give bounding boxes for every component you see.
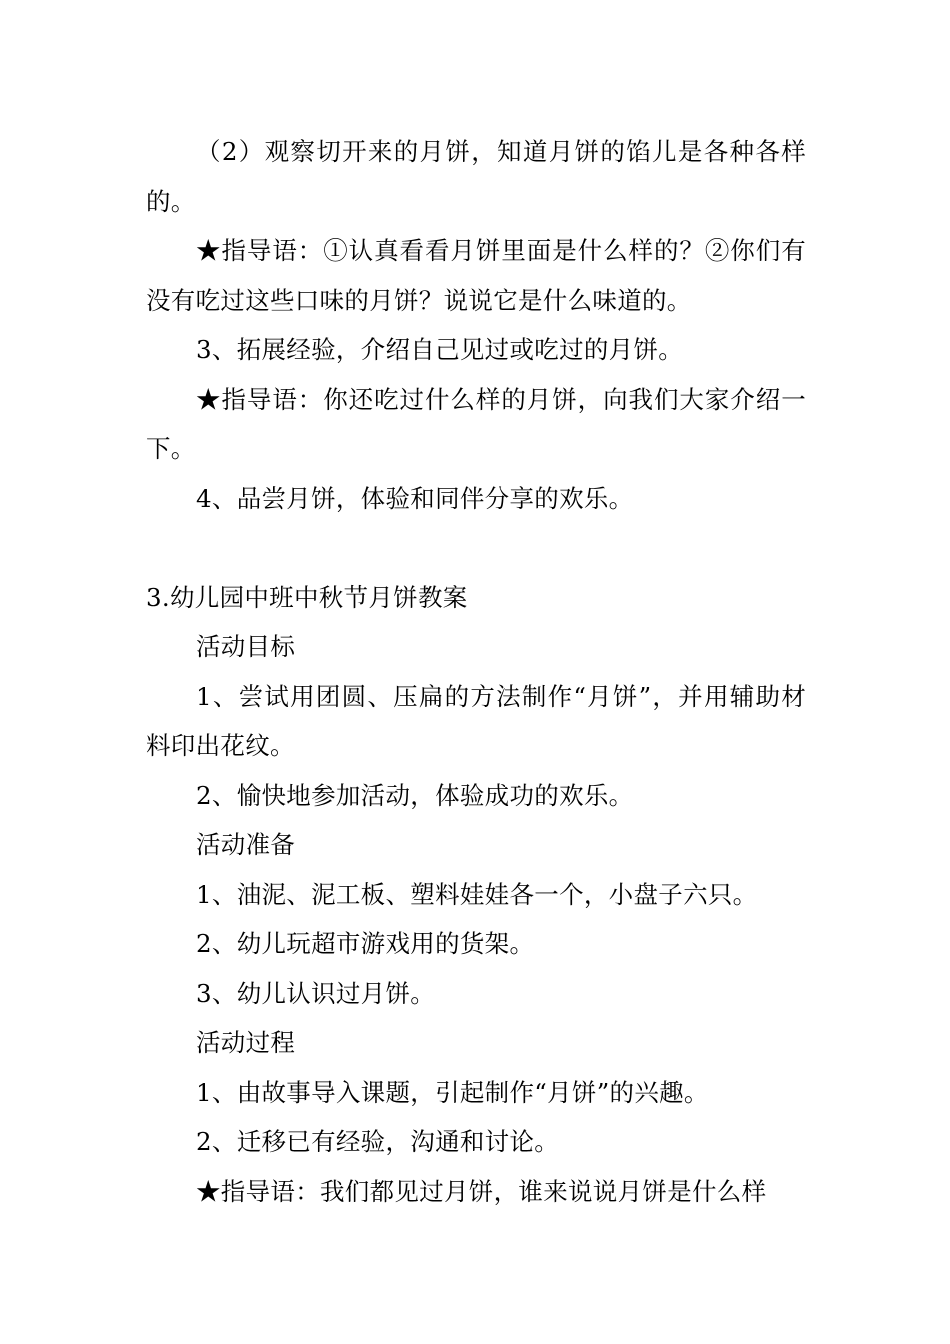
paragraph-step-4: 4、品尝月饼，体验和同伴分享的欢乐。	[196, 483, 634, 513]
paragraph-process-1: 1、由故事导入课题，引起制作“月饼”的兴趣。	[196, 1077, 709, 1107]
paragraph-step-3: 3、拓展经验，介绍自己见过或吃过的月饼。	[196, 335, 684, 364]
section-gap	[146, 523, 806, 573]
paragraph-prep-1: 1、油泥、泥工板、塑料娃娃各一个，小盘子六只。	[196, 879, 758, 909]
paragraph-prep-2: 2、幼儿玩超市游戏用的货架。	[196, 929, 535, 958]
paragraph-prep-3: 3、幼儿认识过月饼。	[196, 978, 436, 1008]
section-title: 3.幼儿园中班中秋节月饼教案	[146, 582, 468, 612]
heading-process: 活动过程	[196, 1028, 296, 1057]
paragraph-guide-1: ★指导语：①认真看看月饼里面是什么样的？②你们有没有吃过这些口味的月饼？说说它是什么味道的。	[146, 236, 806, 315]
document-body	[146, 127, 806, 1216]
heading-goals: 活动目标	[196, 632, 296, 661]
paragraph-guide-3: ★指导语：我们都见过月饼，谁来说说月饼是什么样	[196, 1176, 767, 1206]
paragraph-goal-2: 2、愉快地参加活动，体验成功的欢乐。	[196, 780, 634, 810]
paragraph-observe: （2）观察切开来的月饼，知道月饼的馅儿是各种各样的。	[146, 137, 806, 216]
paragraph-process-2: 2、迁移已有经验，沟通和讨论。	[196, 1127, 560, 1156]
paragraph-goal-1: 1、尝试用团圆、压扁的方法制作“月饼”，并用辅助材料印出花纹。	[146, 681, 806, 760]
heading-preparation: 活动准备	[196, 830, 296, 859]
paragraph-guide-2: ★指导语：你还吃过什么样的月饼，向我们大家介绍一下。	[146, 384, 806, 463]
